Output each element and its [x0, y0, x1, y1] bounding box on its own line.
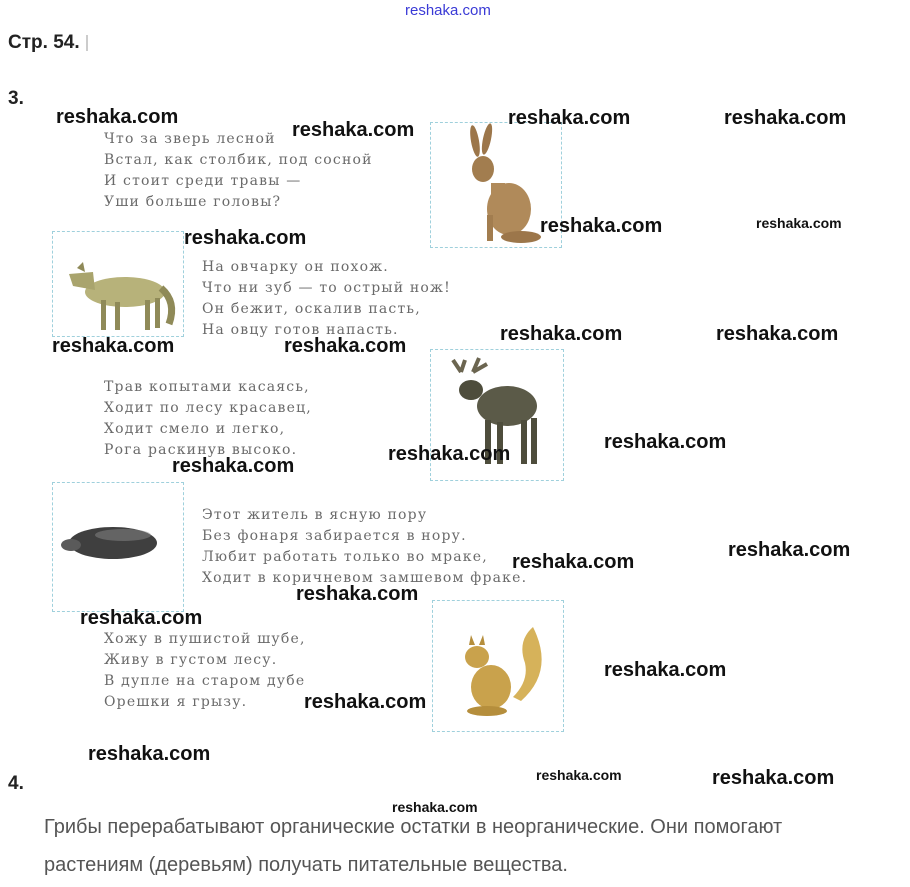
watermark: reshaka.com — [184, 227, 307, 249]
poem-line: Встал, как столбик, под сосной — [104, 152, 373, 168]
poem-line: Трав копытами касаясь, — [104, 379, 310, 395]
watermark: reshaka.com — [604, 659, 727, 681]
poem-squirrel — [104, 629, 306, 713]
watermark: reshaka.com — [728, 539, 851, 561]
squirrel-picture — [432, 600, 564, 732]
watermark: reshaka.com — [756, 215, 842, 231]
poem-line: Уши больше головы? — [104, 194, 282, 210]
wolf-picture — [52, 231, 184, 337]
watermark: reshaka.com — [56, 106, 179, 128]
watermark: reshaka.com — [508, 107, 631, 129]
task-3-number: 3. — [8, 88, 24, 109]
poem-line: Без фонаря забирается в нору. — [202, 528, 467, 544]
watermark: reshaka.com — [388, 443, 511, 465]
page-reference — [8, 32, 88, 54]
poem-mole — [202, 505, 527, 589]
watermark: reshaka.com — [172, 455, 295, 477]
watermark: reshaka.com — [500, 323, 623, 345]
task-4-answer — [44, 808, 910, 884]
poem-line: Что за зверь лесной — [104, 131, 276, 147]
poem-line: На овцу готов напасть. — [202, 322, 399, 338]
watermark: reshaka.com — [292, 119, 415, 141]
watermark: reshaka.com — [712, 767, 835, 789]
watermark: reshaka.com — [304, 691, 427, 713]
task-4-number: 4. — [8, 773, 24, 794]
watermark: reshaka.com — [540, 215, 663, 237]
poem-line: Что ни зуб — то острый нож! — [202, 280, 451, 296]
answer-line: растениям (деревьям) получать питательные вещества. — [44, 854, 568, 876]
watermark: reshaka.com — [716, 323, 839, 345]
poem-line: Ходит в коричневом замшевом фраке. — [202, 570, 528, 586]
poem-line: Живу в густом лесу. — [104, 652, 278, 668]
watermark: reshaka.com — [88, 743, 211, 765]
squirrel-icon — [433, 601, 563, 731]
wolf-icon — [53, 232, 183, 336]
mole-picture — [52, 482, 184, 612]
watermark: reshaka.com — [724, 107, 847, 129]
poem-line: Ходит смело и легко, — [104, 421, 286, 437]
poem-line: Он бежит, оскалив пасть, — [202, 301, 421, 317]
poem-moose — [104, 377, 312, 461]
watermark: reshaka.com — [80, 607, 203, 629]
watermark: reshaka.com — [604, 431, 727, 453]
poem-line: И стоит среди травы — — [104, 173, 302, 189]
watermark: reshaka.com — [392, 799, 478, 815]
watermark: reshaka.com — [284, 335, 407, 357]
site-watermark-top: reshaka.com — [405, 2, 491, 19]
watermark: reshaka.com — [52, 335, 175, 357]
poem-line: Этот житель в ясную пору — [202, 507, 428, 523]
watermark: reshaka.com — [536, 767, 622, 783]
poem-line: Орешки я грызу. — [104, 694, 248, 710]
divider — [86, 35, 88, 51]
page-reference-text: Стр. 54. — [8, 32, 80, 53]
poem-line: В дупле на старом дубе — [104, 673, 306, 689]
poem-line: Любит работать только во мраке, — [202, 549, 488, 565]
poem-line: Рога раскинув высоко. — [104, 442, 298, 458]
poem-line: На овчарку он похож. — [202, 259, 389, 275]
poem-line: Хожу в пушистой шубе, — [104, 631, 306, 647]
poem-wolf — [202, 257, 451, 341]
watermark: reshaka.com — [512, 551, 635, 573]
mole-icon — [53, 483, 183, 611]
answer-line: Грибы перерабатывают органические остатки в неорганические. Они помогают — [44, 816, 783, 838]
poem-line: Ходит по лесу красавец, — [104, 400, 312, 416]
watermark: reshaka.com — [296, 583, 419, 605]
